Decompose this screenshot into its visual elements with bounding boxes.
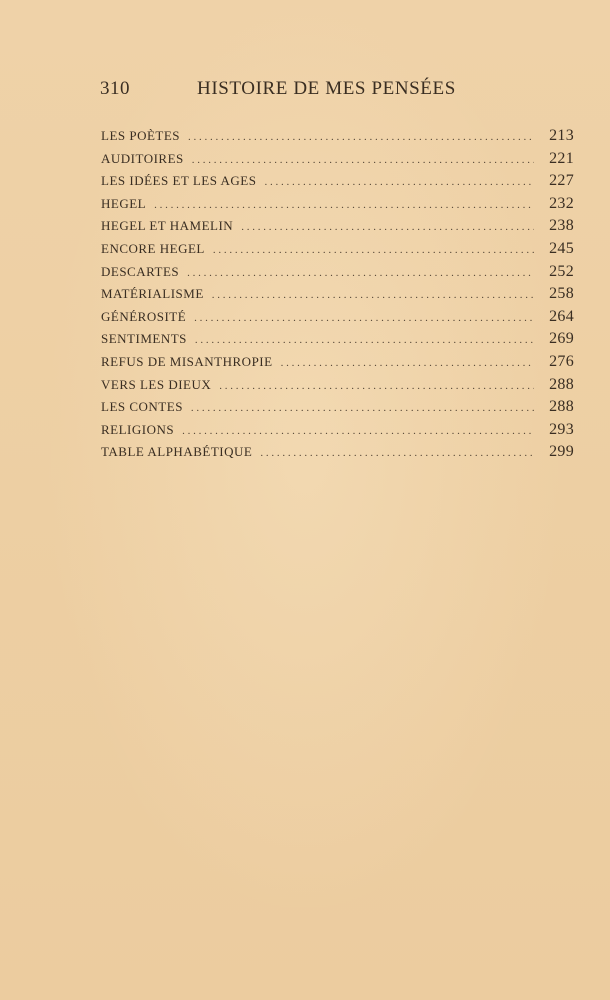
toc-entry-title: REFUS DE MISANTHROPIE	[101, 353, 273, 369]
toc-entry-page: 232	[549, 194, 574, 212]
dot-leader	[219, 380, 534, 392]
dot-leader	[213, 244, 534, 256]
dot-leader	[194, 312, 534, 324]
toc-entry	[101, 443, 574, 466]
toc-entry	[101, 263, 574, 286]
toc-entry-title: RELIGIONS	[101, 421, 175, 437]
toc-entry-page: 213	[549, 127, 574, 144]
toc-entry-title: AUDITOIRES	[101, 150, 184, 166]
dot-leader	[187, 267, 534, 279]
toc-entry-title: MATÉRIALISME	[101, 286, 204, 302]
toc-entry-page: 221	[549, 149, 574, 167]
dot-leader	[195, 334, 534, 346]
toc-entry-title: LES POÈTES	[101, 128, 181, 143]
toc-entry-title: DESCARTES	[101, 263, 180, 279]
dot-leader	[260, 447, 534, 459]
dot-leader	[241, 221, 534, 233]
toc-entry-page: 288	[549, 398, 574, 416]
toc-entry-page: 245	[549, 239, 574, 257]
toc-entry-page: 258	[549, 285, 574, 303]
toc-entry-page: 288	[549, 375, 574, 393]
running-title: HISTOIRE DE MES PENSÉES	[197, 78, 456, 99]
toc-entry-title: GÉNÉROSITÉ	[101, 308, 187, 324]
dot-leader	[154, 199, 534, 211]
toc-entry-page: 252	[549, 262, 574, 280]
toc-entry	[101, 195, 574, 218]
toc-entry	[101, 285, 574, 308]
toc-entry-title: VERS LES DIEUX	[101, 376, 212, 392]
toc-entry-title: TABLE ALPHABÉTIQUE	[101, 444, 253, 460]
toc-entry	[101, 217, 574, 240]
toc-entry-page: 269	[549, 330, 574, 348]
dot-leader	[191, 402, 534, 414]
toc-entry	[101, 376, 574, 399]
toc-entry-page: 227	[549, 172, 574, 190]
dot-leader	[192, 154, 534, 166]
dot-leader	[188, 131, 534, 143]
table-of-contents	[101, 127, 574, 466]
dot-leader	[264, 176, 534, 188]
toc-entry-page: 293	[549, 420, 574, 438]
toc-entry-title: HEGEL	[101, 195, 147, 211]
toc-entry-title: SENTIMENTS	[101, 331, 187, 347]
toc-entry-page: 238	[549, 217, 574, 235]
toc-entry-title: LES IDÉES ET LES AGES	[101, 173, 257, 189]
dot-leader	[182, 425, 534, 437]
dot-leader	[212, 289, 534, 301]
page-number: 310	[100, 78, 130, 99]
toc-entry-title: ENCORE HEGEL	[101, 240, 205, 256]
toc-entry	[101, 421, 574, 444]
toc-entry	[101, 330, 574, 353]
toc-entry	[101, 308, 574, 331]
toc-entry	[101, 127, 574, 150]
toc-entry	[101, 398, 574, 421]
toc-entry	[101, 240, 574, 263]
toc-entry-page: 276	[549, 352, 574, 370]
toc-entry-page: 299	[549, 443, 574, 461]
toc-entry-page: 264	[549, 307, 574, 325]
toc-entry-title: HEGEL ET HAMELIN	[101, 218, 234, 234]
page-header	[100, 78, 580, 106]
toc-entry	[101, 150, 574, 173]
toc-entry-title: LES CONTES	[101, 399, 183, 415]
toc-entry	[101, 172, 574, 195]
toc-entry	[101, 353, 574, 376]
dot-leader	[281, 357, 534, 369]
